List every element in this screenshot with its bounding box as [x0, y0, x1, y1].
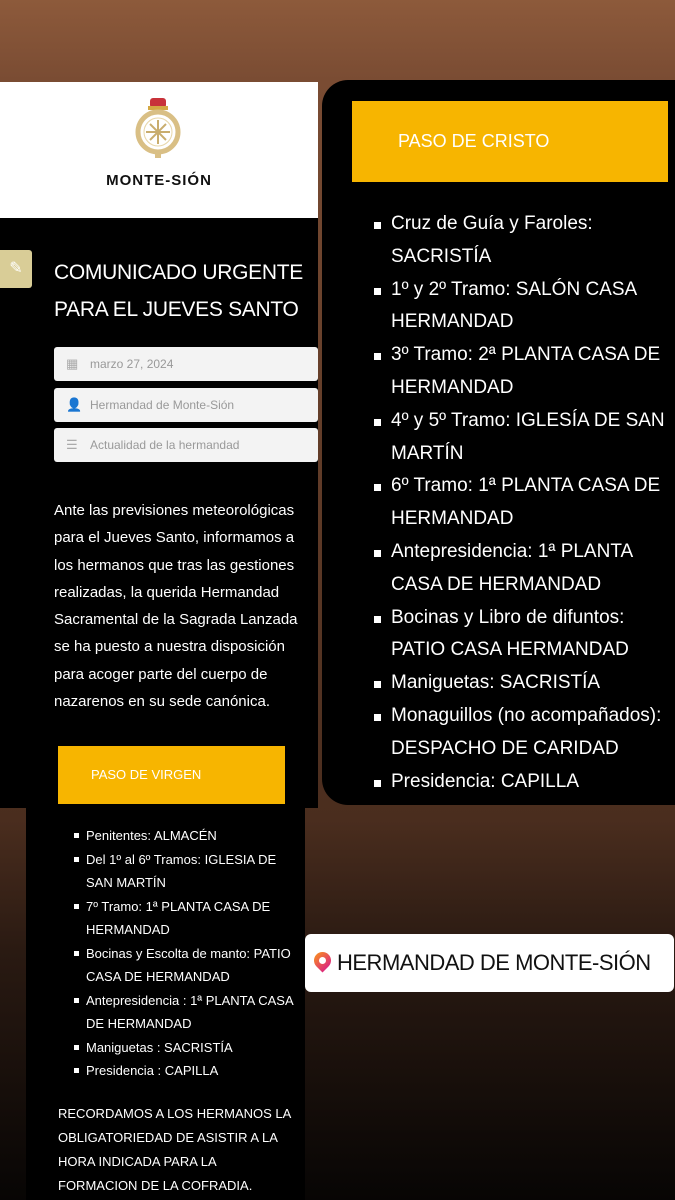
- list-item: 3º Tramo: 2ª PLANTA CASA DE HERMANDAD: [374, 339, 672, 405]
- list-item: Maniguetas: SACRISTÍA: [374, 667, 672, 700]
- list-item: Cruz de Guía y Faroles: SACRISTÍA: [374, 208, 672, 274]
- reminder-text: RECORDAMOS A LOS HERMANOS LA OBLIGATORIEDAD DE ASISTIR A LA HORA INDICADA PARA LA FORMACION DE LA COFRADIA.: [58, 1106, 291, 1193]
- paso-cristo-button[interactable]: PASO DE CRISTO: [352, 101, 668, 182]
- list-item: 1º y 2º Tramo: SALÓN CASA HERMANDAD: [374, 274, 672, 340]
- cristo-list: [374, 208, 672, 798]
- list-item: Monaguillos (no acompañados): DESPACHO DE CARIDAD: [374, 700, 672, 766]
- logo-text: MONTE-SIÓN: [106, 172, 212, 189]
- list-item: Antepresidencia: 1ª PLANTA CASA DE HERMANDAD: [374, 536, 672, 602]
- list-icon: ☰: [66, 437, 78, 452]
- calendar-icon: ▦: [66, 356, 79, 371]
- edit-pencil-icon[interactable]: ✎: [0, 250, 32, 288]
- logo-header[interactable]: [0, 82, 318, 218]
- article-title: COMUNICADO URGENTE PARA EL JUEVES SANTO: [54, 261, 303, 321]
- list-item: 6º Tramo: 1ª PLANTA CASA DE HERMANDAD: [374, 470, 672, 536]
- list-item: 4º y 5º Tramo: IGLESÍA DE SAN MARTÍN: [374, 405, 672, 471]
- author-text: Hermandad de Monte-Sión: [90, 398, 235, 412]
- list-item: Antepresidencia : 1ª PLANTA CASA DE HERMANDAD: [74, 989, 294, 1036]
- date-field: [54, 347, 318, 381]
- list-item: Presidencia: CAPILLA: [374, 766, 672, 799]
- list-item: 7º Tramo: 1ª PLANTA CASA DE HERMANDAD: [74, 895, 294, 942]
- list-item: Del 1º al 6º Tramos: IGLESIA DE SAN MARTÍN: [74, 848, 294, 895]
- list-item: Bocinas y Escolta de manto: PATIO CASA DE HERMANDAD: [74, 942, 294, 989]
- category-text: Actualidad de la hermandad: [90, 438, 240, 452]
- list-item: Bocinas y Libro de difuntos: PATIO CASA HERMANDAD: [374, 602, 672, 668]
- article-body: Ante las previsiones meteorológicas para el Jueves Santo, informamos a los hermanos que tras las gestiones realizadas, la querida Hermandad Sacramental de la Sagrada Lanzada se ha puesto a nuestra disposición para acoger parte del cuerpo de nazarenos en su sede canónica.: [54, 502, 298, 711]
- date-text: marzo 27, 2024: [90, 357, 174, 371]
- article-panel: [0, 82, 318, 808]
- author-field[interactable]: [54, 388, 318, 422]
- category-field[interactable]: [54, 428, 318, 462]
- list-item: Penitentes: ALMACÉN: [74, 824, 294, 848]
- location-text: HERMANDAD DE MONTE-SIÓN: [337, 950, 651, 975]
- list-item: Maniguetas : SACRISTÍA: [74, 1036, 294, 1060]
- virgen-list: [74, 824, 294, 1083]
- location-sticker[interactable]: [305, 934, 674, 992]
- paso-virgen-button[interactable]: PASO DE VIRGEN: [58, 746, 285, 804]
- location-pin-icon: [310, 948, 334, 972]
- user-icon: 👤: [66, 397, 83, 412]
- crest-logo-icon: [131, 96, 185, 160]
- list-item: Presidencia : CAPILLA: [74, 1059, 294, 1083]
